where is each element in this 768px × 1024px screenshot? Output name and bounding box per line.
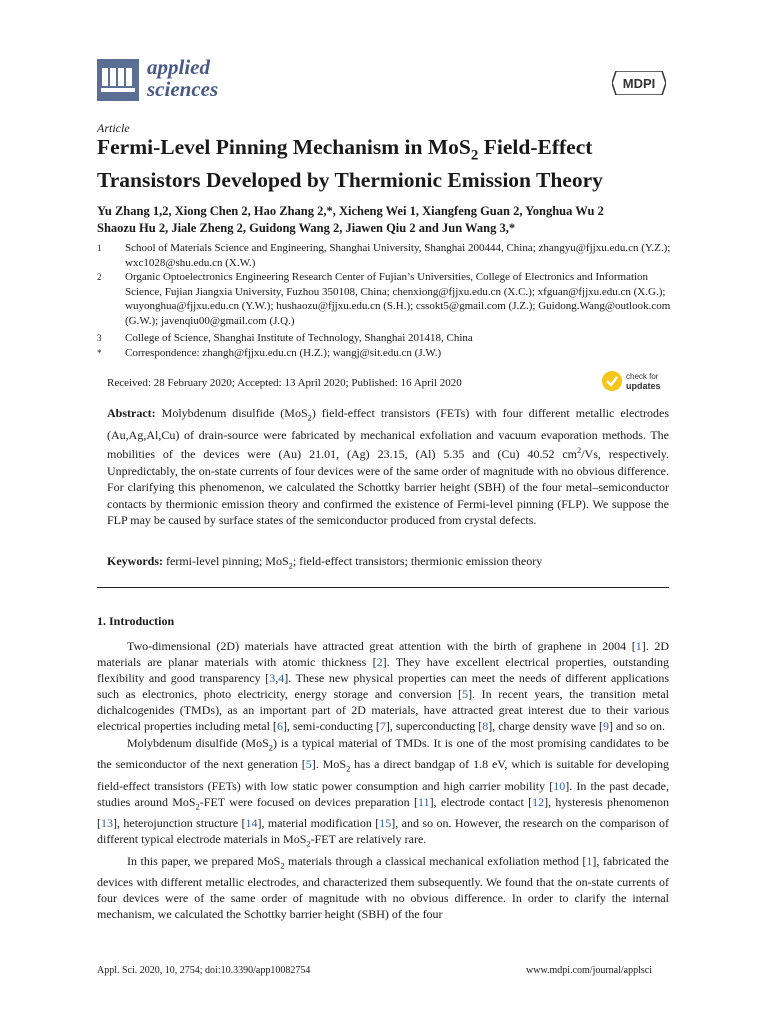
citation-link[interactable]: 14 [245, 816, 258, 831]
citation-link[interactable]: 9 [602, 719, 609, 734]
citation-link[interactable]: 11 [418, 794, 430, 809]
citation-link[interactable]: 13 [101, 816, 113, 831]
citation-link[interactable]: 5 [305, 757, 312, 772]
citation-link[interactable]: 4 [278, 671, 285, 686]
citation-link[interactable]: 10 [553, 778, 566, 793]
journal-logo-icon [97, 59, 139, 101]
paper-title: Fermi-Level Pinning Mechanism in MoS$_2$ Field-Effect Transistors Developed by Thermionic Emission Theory [97, 135, 603, 193]
citation-link[interactable]: 12 [532, 794, 545, 809]
citation-link[interactable]: 8 [482, 719, 489, 734]
abstract: Abstract: Molybdenum disulfide (MoS$_2$) field-effect transistors (FETs) with four different metallic electrodes (Au,Ag,Al,Cu) of drain-source were fabricated by mechanical exfoliation and vacuum evaporation methods. The mobilities of the devices were (Au) 21.01, (Ag) 23.15, (Al) 5.35 and (Cu) 40.52 $cm^2/Vs$, respectively. Unpredictably, the on-state currents of four devices were of the same order of magnitude with no obvious difference. For clarifying this phenomenon, we calculated the Schottky barrier height (SBH) of the four metal–semiconductor contacts by thermionic emission theory and confirmed the existence of Fermi-level pinning (FLP). We suppose the FLP may be caused by surface states of the semiconductor produced from crystal defects. [107, 406, 669, 528]
citation-link[interactable]: 2 [376, 655, 383, 670]
paragraph-3: In this paper, we prepared MoS$_2$ materials through a classical mechanical exfoliation method [1], fabricated the devices with different metallic electrodes, and characterized them subsequently. We found that the on-state currents of four devices were of the same order of magnitude with no obvious difference. In order to clarify the internal mechanism, we calculated the Schottky barrier height (SBH) of the four [97, 853, 670, 922]
check-updates-line1: check for [626, 372, 659, 381]
footer-url[interactable]: www.mdpi.com/journal/applsci [526, 965, 652, 976]
section-heading: 1. Introduction [97, 614, 175, 628]
publication-dates: Received: 28 February 2020; Accepted: 13 April 2020; Published: 16 April 2020 [107, 377, 462, 389]
footer-citation: Appl. Sci. 2020, 10, 2754; doi:10.3390/app10082754 [97, 965, 311, 976]
citation-link[interactable]: 3 [269, 671, 276, 686]
article-type: Article [97, 121, 130, 135]
introduction-body [97, 638, 669, 922]
citation-link[interactable]: 15 [379, 816, 392, 831]
paragraph-1: Two-dimensional (2D) materials have attracted great attention with the birth of graphene in 2004 [1]. 2D materials are planar materials with atomic thickness [2]. They have excellent electrical properties, outstanding flexibility and good transparency [3,4]. These new physical properties can meet the needs of different applications such as electronics, photo electricity, energy storage and conversion [5]. In recent years, the transition metal dichalcogenides (TMDs), as an important part of 2D materials, have attracted great interest due to their various electrical properties including metal [6], semi-conducting [7], superconducting [8], charge density wave [9] and so on. [97, 639, 669, 734]
author-list [97, 203, 677, 237]
citation-link[interactable]: 7 [379, 719, 386, 734]
journal-name: applied sciences [147, 55, 219, 101]
paragraph-2: Molybdenum disulfide (MoS$_2$) is a typical material of TMDs. It is one of the most promising candidates to be the semiconductor of the next generation [5]. MoS$_2$ has a direct bandgap of 1.8 eV, which is suitable for developing field-effect transistors (FETs) with low static power consumption and high carrier mobility [10]. In the past decade, studies around MoS$_2$-FET were focused on devices preparation [11], electrode contact [12], hysteresis phenomenon [13], heterojunction structure [14], material modification [15], and so on. However, the research on the comparison of different typical electrode materials in MoS$_2$-FET are relatively rare. [97, 735, 670, 849]
affiliation-2: 2 Organic Optoelectronics Engineering Research Center of Fujian’s Universities, College of Electronics and Information Science, Fujian Jiangxia University, Fuzhou 350108, China; chenxiong@fjjxu.edu.cn (X.C.); xfguan@fjjxu.edu.cn (X.G.); wuyonghua@fjjxu.edu.cn (Y.W.); hushaozu@fjjxu.edu.cn (S.H.); cssokt5@gmail.com (J.Z.); Guidong.Wang@outlook.com (G.W.); javenqiu00@gmail.com (J.Q.) [97, 271, 671, 327]
citation-link[interactable]: 6 [276, 719, 283, 734]
check-updates-line2: updates [626, 381, 661, 391]
affiliation-1: 1 School of Materials Science and Engineering, Shanghai University, Shanghai 200444, China; zhangyu@fjjxu.edu.cn (Y.Z.); wxc1028@shu.edu.cn (X.W.) [97, 242, 671, 269]
keywords: Keywords: fermi-level pinning; MoS$_2$; field-effect transistors; thermionic emission theory [107, 554, 543, 571]
citation-link[interactable]: 1 [635, 639, 642, 653]
affiliation-3: 3 College of Science, Shanghai Institute of Technology, Shanghai 201418, China [97, 332, 473, 344]
section-divider [97, 587, 669, 588]
mdpi-logo-icon [612, 71, 666, 95]
citation-link[interactable]: 1 [586, 853, 593, 868]
authors-line-1: Yu Zhang 1,2, Xiong Chen 2, Hao Zhang 2,*, Xicheng Wei 1, Xiangfeng Guan 2, Yonghua Wu 2 [97, 204, 604, 218]
citation-link[interactable]: 5 [462, 687, 469, 702]
authors-line-2: Shaozu Hu 2, Jiale Zheng 2, Guidong Wang 2, Jiawen Qiu 2 and Jun Wang 3,* [97, 221, 516, 235]
check-for-updates-badge[interactable] [601, 369, 673, 393]
publisher-name: MDPI [622, 76, 656, 91]
correspondence: * Correspondence: zhangh@fjjxu.edu.cn (H.Z.); wangj@sit.edu.cn (J.W.) [97, 347, 442, 359]
